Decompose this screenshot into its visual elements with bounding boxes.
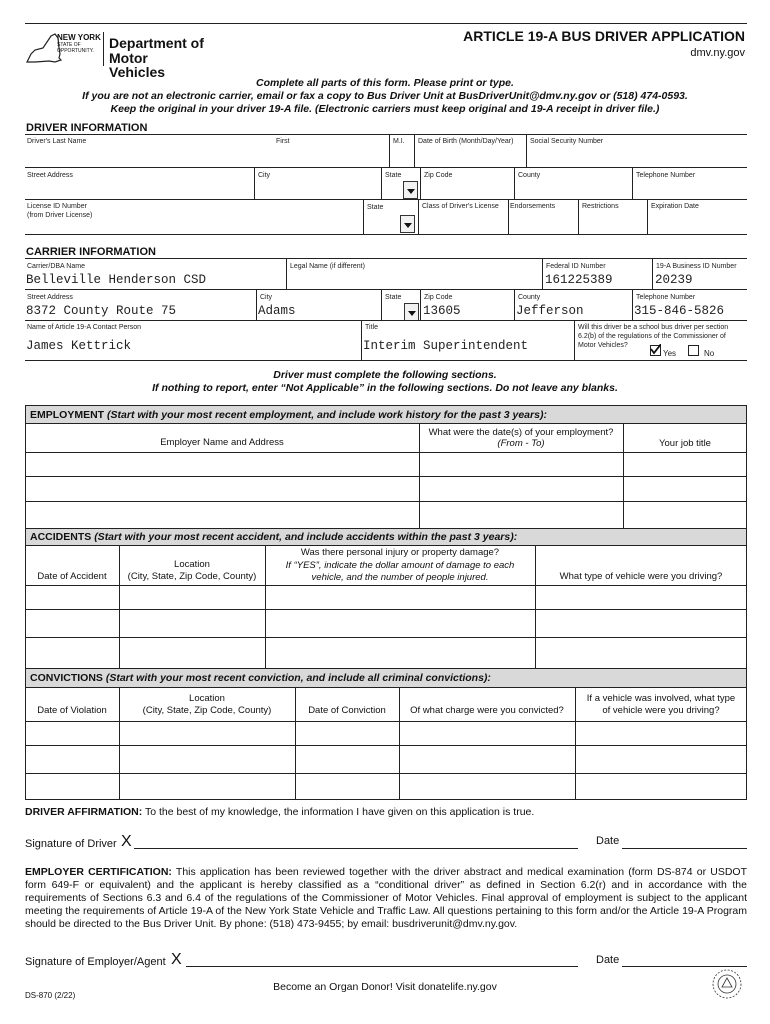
label-ssn: Social Security Number	[530, 138, 604, 145]
school-bus-yes-checkbox[interactable]	[650, 345, 661, 356]
employment-col-dates-italic: (From - To)	[497, 438, 545, 449]
employment-header-bar	[25, 405, 747, 424]
label-endorsements: Endorsements	[510, 203, 556, 210]
convictions-row-2[interactable]	[26, 746, 746, 772]
driver-state-dropdown[interactable]	[403, 181, 418, 199]
divider	[381, 289, 382, 320]
logo-state-line2: STATE OF	[57, 42, 81, 48]
employer-signature-label: Signature of Employer/Agent	[25, 956, 166, 968]
divider	[381, 167, 382, 199]
logo-state-line1: NEW YORK	[57, 33, 101, 42]
divider	[363, 199, 364, 234]
carrier-info-title: CARRIER INFORMATION	[26, 246, 156, 258]
employer-date-line[interactable]	[622, 966, 747, 967]
convictions-col-date: Date of Violation	[37, 705, 107, 716]
convictions-title-wrap	[30, 672, 491, 684]
employment-col-job-title: Your job title	[659, 438, 711, 449]
logo-state-line3: OPPORTUNITY.	[57, 48, 94, 54]
label-carrier-zip: Zip Code	[424, 294, 453, 301]
driver-signature-line[interactable]	[134, 848, 578, 849]
accidents-title: ACCIDENTS	[30, 531, 92, 543]
divider	[652, 258, 653, 289]
divider	[578, 199, 579, 234]
certification-title: EMPLOYER CERTIFICATION:	[25, 866, 172, 878]
row-rule	[25, 289, 747, 290]
convictions-col-vehicle-line2: of vehicle were you driving?	[602, 705, 720, 716]
label-federal-id: Federal ID Number	[546, 263, 606, 270]
accidents-col-location-line1: Location	[174, 559, 210, 570]
row-rule	[25, 320, 747, 321]
license-state-dropdown[interactable]	[400, 215, 415, 233]
carrier-county-input[interactable]: Jefferson	[516, 304, 584, 318]
convictions-col-location-line1: Location	[189, 693, 225, 704]
top-rule	[25, 23, 747, 24]
employment-title: EMPLOYMENT	[30, 409, 105, 421]
label-contact: Name of Article 19-A Contact Person	[27, 324, 141, 331]
driver-date-line[interactable]	[622, 848, 747, 849]
accidents-col-damage-line2	[265, 560, 535, 572]
label-carrier-state: State	[385, 294, 402, 301]
label-state: State	[385, 172, 402, 179]
divider	[647, 199, 648, 234]
label-carrier-dba: Carrier/DBA Name	[27, 263, 85, 270]
driver-signature-label: Signature of Driver	[25, 838, 117, 850]
convictions-title: CONVICTIONS	[30, 672, 103, 684]
dmv-logo	[25, 32, 205, 80]
accidents-col-damage-italic2: If “YES”, indicate the dollar amount of damage to each	[285, 560, 515, 571]
instructions-line2: If you are not an electronic carrier, email or fax a copy to Bus Driver Unit at BusDriverUnit@dmv.ny.gov or (518) 474-0593.	[82, 90, 688, 102]
accidents-col-date: Date of Accident	[37, 571, 107, 582]
carrier-city-input[interactable]: Adams	[258, 304, 296, 318]
carrier-zip-input[interactable]: 13605	[423, 304, 461, 318]
label-license-line1: License ID Number	[27, 203, 87, 210]
driver-info-title: DRIVER INFORMATION	[26, 122, 148, 134]
label-phone: Telephone Number	[636, 172, 696, 179]
convictions-header-bar	[25, 668, 747, 688]
carrier-state-dropdown[interactable]	[404, 303, 419, 321]
label-license-line2: (from Driver License)	[27, 212, 93, 219]
instructions-line3: Keep the original in your driver 19-A file. (Electronic carriers must keep original and 19-A receipt in driver file.)	[110, 103, 660, 115]
divider	[361, 320, 362, 360]
label-title: Title	[365, 324, 378, 331]
divider	[254, 167, 255, 199]
divider	[514, 167, 515, 199]
label-zip: Zip Code	[424, 172, 453, 179]
label-street: Street Address	[27, 172, 73, 179]
carrier-info-rule	[25, 258, 747, 259]
accidents-row-3[interactable]	[26, 638, 746, 666]
notice-line1: Driver must complete the following sections.	[273, 369, 497, 381]
business-id-input[interactable]: 20239	[655, 273, 693, 287]
certification-paragraph	[25, 866, 747, 931]
logo-dept-line1: Department of	[109, 35, 204, 51]
checkmark-icon	[650, 344, 661, 355]
driver-date-label: Date	[596, 835, 620, 847]
instructions-line1: Complete all parts of this form. Please print or type.	[256, 77, 514, 89]
label-first: First	[276, 138, 290, 145]
divider	[508, 199, 509, 234]
form-title: ARTICLE 19-A BUS DRIVER APPLICATION	[463, 28, 745, 44]
divider	[256, 289, 257, 320]
organ-donor-text: Become an Organ Donor! Visit donatelife.ny.gov	[273, 981, 497, 993]
label-legal-name: Legal Name (if different)	[290, 263, 365, 270]
label-dob: Date of Birth (Month/Day/Year)	[418, 138, 514, 145]
employer-signature-x: X	[171, 951, 182, 968]
carrier-phone-input[interactable]: 315-846-5826	[634, 304, 725, 318]
accidents-col-damage-italic3: vehicle, and the number of people injured.	[311, 572, 489, 583]
divider	[420, 167, 421, 199]
accidents-subtitle: (Start with your most recent accident, and include accidents within the past 3 years):	[94, 531, 518, 543]
convictions-col-charge: Of what charge were you convicted?	[410, 705, 564, 716]
accidents-row-1[interactable]	[26, 586, 746, 608]
yes-label: Yes	[663, 349, 677, 358]
federal-id-input[interactable]: 161225389	[545, 273, 613, 287]
school-bus-question-line1: Will this driver be a school bus driver per section	[578, 324, 729, 331]
convictions-col-location-line2: (City, State, Zip Code, County)	[142, 705, 272, 716]
school-bus-no-checkbox[interactable]	[688, 345, 699, 356]
row-rule	[25, 199, 747, 200]
convictions-col-conviction-date: Date of Conviction	[308, 705, 386, 716]
label-expiration: Expiration Date	[651, 203, 699, 210]
divider	[418, 199, 419, 234]
carrier-street-input[interactable]: 8372 County Route 75	[26, 304, 177, 318]
employment-row-2[interactable]	[26, 477, 746, 499]
driver-signature-x: X	[121, 833, 132, 850]
divider	[420, 289, 421, 320]
label-state2: State	[367, 204, 384, 211]
recycle-seal-icon	[710, 968, 744, 1000]
form-id: DS-870 (2/22)	[25, 991, 76, 1000]
row-rule	[25, 167, 747, 168]
label-county: County	[518, 172, 541, 179]
accidents-col-vehicle: What type of vehicle were you driving?	[559, 571, 723, 582]
contact-title-input[interactable]: Interim Superintendent	[363, 339, 529, 353]
label-carrier-city: City	[260, 294, 273, 301]
accidents-title-wrap	[30, 531, 517, 543]
contact-person-input[interactable]: James Kettrick	[26, 339, 132, 353]
driver-name-row-input[interactable]	[25, 150, 747, 166]
employer-signature-line[interactable]	[186, 966, 578, 967]
employment-row-3[interactable]	[26, 502, 746, 526]
accidents-col-damage-line1: Was there personal injury or property damage?	[300, 547, 500, 558]
row-rule	[25, 360, 747, 361]
label-business-id: 19-A Business ID Number	[656, 263, 737, 270]
school-bus-question-line3: Motor Vehicles?	[578, 342, 628, 349]
label-last-name: Driver's Last Name	[27, 138, 87, 145]
label-city: City	[258, 172, 271, 179]
certification-text: This application has been reviewed together with the driver abstract and medical examination (form DS-874 or USDOT form 649-F or equivalent) and the applicant is hereby classified as a “conditional driver” as defined in Section 6.2(r) and in accordance with the requirements of Sections 6.3 and 6.4 of the regulations of the Commissioner of Motor Vehicles. Final approval of employment is subject to the applicant meeting the requirements of Article 19-A of the New York State Vehicle and Traffic Law. All questions pertaining to this form and/or the Article 19-A Program should be directed to the Bus Driver Unit. By phone: (518) 473-9455; by email: busdriverunit@dmv.ny.gov.	[25, 866, 747, 930]
website-link[interactable]: dmv.ny.gov	[690, 47, 745, 59]
convictions-row-1[interactable]	[26, 722, 746, 744]
label-carrier-street: Street Address	[27, 294, 73, 301]
accidents-col-location-line2: (City, State, Zip Code, County)	[127, 571, 257, 582]
label-mi: M.I.	[393, 138, 405, 145]
divider	[542, 258, 543, 289]
notice-line2: If nothing to report, enter “Not Applicable” in the following sections. Do not leave any blanks.	[152, 382, 618, 394]
label-carrier-phone: Telephone Number	[636, 294, 696, 301]
divider	[514, 289, 515, 320]
school-bus-question-line2: 6.2(b) of the regulations of the Commissioner of	[578, 333, 726, 340]
accidents-row-2[interactable]	[26, 610, 746, 636]
driver-info-rule	[25, 134, 747, 135]
convictions-row-3[interactable]	[26, 774, 746, 799]
logo-dept-line2: Motor Vehicles	[109, 50, 166, 80]
employment-col-dates-line2	[419, 438, 623, 450]
employment-title-wrap	[30, 409, 547, 421]
divider	[632, 289, 633, 320]
divider	[574, 320, 575, 360]
affirmation-title: DRIVER AFFIRMATION:	[25, 806, 143, 818]
carrier-dba-input[interactable]: Belleville Henderson CSD	[26, 273, 207, 287]
accidents-header-bar	[25, 528, 747, 546]
logo-divider	[103, 32, 104, 66]
divider	[632, 167, 633, 199]
divider	[286, 258, 287, 289]
employment-row-1[interactable]	[26, 453, 746, 475]
employment-col-dates-line1: What were the date(s) of your employment?	[428, 427, 614, 438]
label-restrictions: Restrictions	[582, 203, 619, 210]
convictions-subtitle: (Start with your most recent conviction, and include all criminal convictions):	[105, 672, 491, 684]
row-rule	[25, 234, 747, 235]
affirmation-text-wrap	[25, 806, 534, 818]
employer-date-label: Date	[596, 954, 620, 966]
no-label: No	[704, 349, 715, 358]
label-class: Class of Driver's License	[422, 203, 499, 210]
accidents-col-damage-line3	[265, 572, 535, 584]
employment-col-employer: Employer Name and Address	[160, 437, 284, 448]
label-carrier-county: County	[518, 294, 541, 301]
affirmation-text: To the best of my knowledge, the information I have given on this application is true.	[144, 806, 535, 818]
employment-subtitle: (Start with your most recent employment, and include work history for the past 3 years):	[107, 409, 547, 421]
convictions-col-vehicle-line1: If a vehicle was involved, what type	[586, 693, 736, 704]
